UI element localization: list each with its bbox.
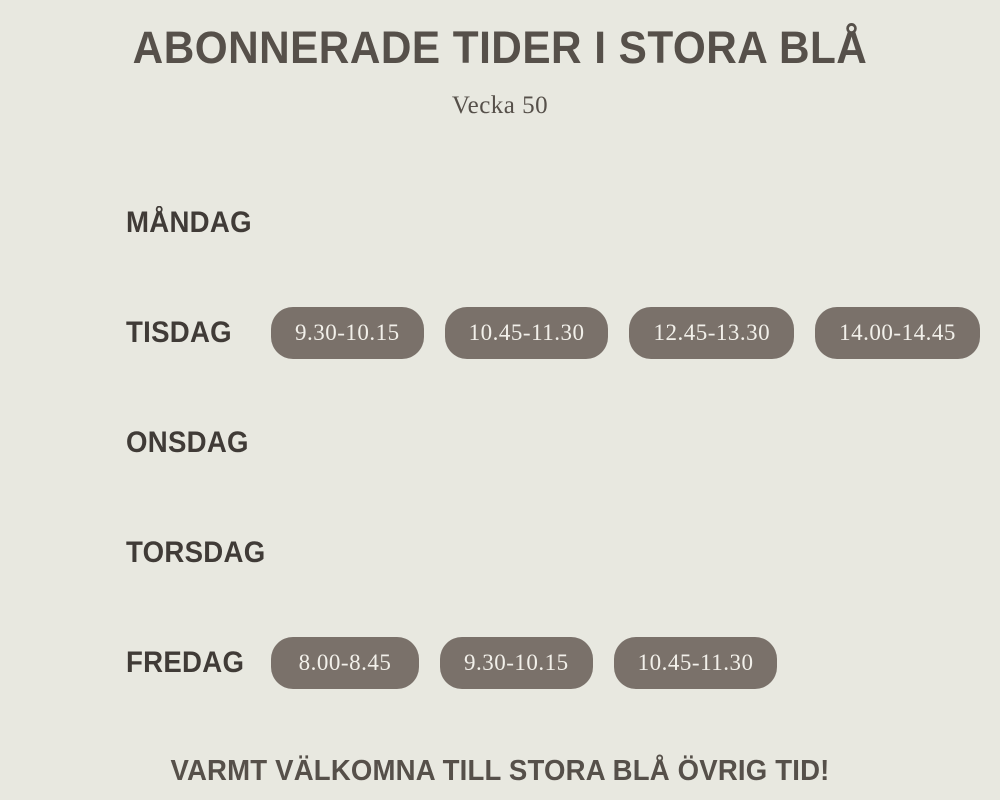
day-label-wednesday: ONSDAG	[126, 426, 249, 459]
time-slot[interactable]: 9.30-10.15	[440, 637, 593, 689]
week-subtitle: Vecka 50	[451, 92, 549, 119]
schedule-list	[0, 168, 1000, 718]
schedule-row-wednesday	[0, 388, 1000, 498]
time-slot[interactable]: 14.00-14.45	[815, 307, 980, 359]
time-slot[interactable]: 9.30-10.15	[271, 307, 424, 359]
slot-group-tuesday	[271, 307, 980, 359]
footer-message: VARMT VÄLKOMNA TILL STORA BLÅ ÖVRIG TID!	[170, 755, 830, 787]
schedule-row-monday	[0, 168, 1000, 278]
time-slot[interactable]: 12.45-13.30	[629, 307, 794, 359]
page-title: ABONNERADE TIDER I STORA BLÅ	[132, 22, 868, 73]
day-label-friday: FREDAG	[126, 646, 245, 679]
slot-group-friday	[271, 637, 777, 689]
schedule-row-friday	[0, 608, 1000, 718]
time-slot[interactable]: 8.00-8.45	[271, 637, 419, 689]
time-slot[interactable]: 10.45-11.30	[445, 307, 609, 359]
schedule-row-thursday	[0, 498, 1000, 608]
schedule-row-tuesday	[0, 278, 1000, 388]
day-label-monday: MÅNDAG	[126, 206, 252, 239]
day-label-tuesday: TISDAG	[126, 316, 232, 349]
time-slot[interactable]: 10.45-11.30	[614, 637, 778, 689]
day-label-thursday: TORSDAG	[126, 536, 266, 569]
